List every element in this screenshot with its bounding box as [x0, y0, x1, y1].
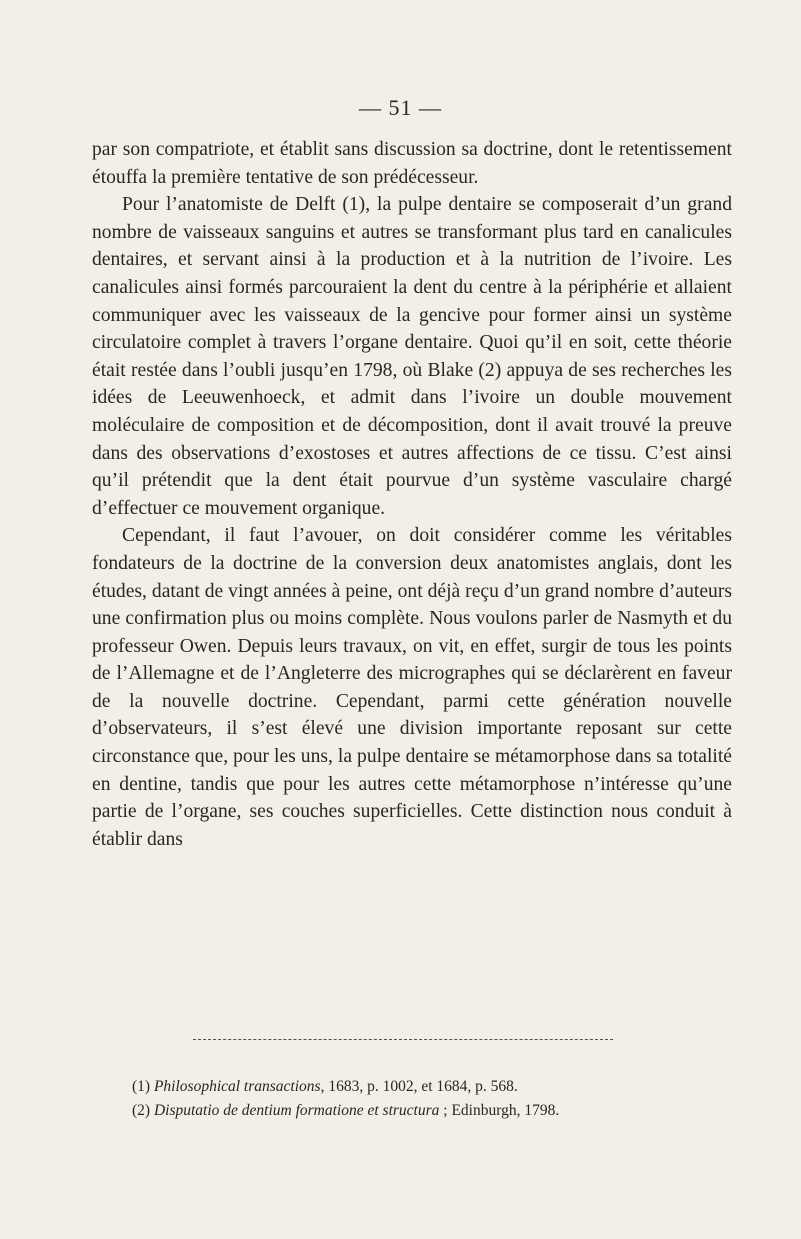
body-text	[92, 136, 732, 853]
footnote-title: Disputatio de dentium formatione et structura	[153, 1102, 440, 1119]
paragraph-continuation: par son compatriote, et établit sans discussion sa doctrine, dont le retentissement étouffa la première tentative de son prédécesseur.	[92, 139, 732, 188]
footnote-reference: , 1683, p. 1002, et 1684, p. 568.	[320, 1078, 518, 1095]
footnote-separator	[193, 1039, 613, 1040]
footnote-marker: (1)	[132, 1078, 151, 1095]
footnote-2	[132, 1099, 752, 1123]
page-number: — 51 —	[359, 95, 442, 120]
paragraph-conversion-doctrine: Cependant, il faut l’avouer, on doit considérer comme les véritables fondateurs de la doctrine de la conversion deux anatomistes anglais, dont les études, datant de vingt années à peine, ont déjà reçu d’un grand nombre d’auteurs une confirmation plus ou moins complète. Nous voulons parler de Nasmyth et du professeur Owen. Depuis leurs travaux, on vit, en effet, surgir de tous les points de l’Allemagne et de l’Angleterre des micrographes qui se déclarèrent en faveur de la nouvelle doctrine. Cependant, parmi cette génération nouvelle d’observateurs, il s’est élevé une division importante reposant sur cette circonstance que, pour les uns, la pulpe dentaire se métamorphose dans sa totalité en dentine, tandis que pour les autres cette métamorphose n’intéresse qu’une partie de l’organe, ses couches superficielles. Cette distinction nous conduit à établir dans	[92, 525, 732, 850]
footnote-1	[132, 1075, 752, 1099]
footnote-reference: ; Edinburgh, 1798.	[439, 1102, 560, 1119]
footnote-marker: (2)	[132, 1102, 151, 1119]
footnote-title: Philosophical transactions	[153, 1078, 321, 1095]
footnotes	[132, 1075, 752, 1123]
paragraph-delft-theory: Pour l’anatomiste de Delft (1), la pulpe dentaire se composerait d’un grand nombre de vaisseaux sanguins et autres se transformant plus tard en canalicules dentaires, et servant ainsi à la production et à la nutrition de l’ivoire. Les canalicules ainsi formés parcouraient la dent du centre à la périphérie et allaient communiquer avec les vaisseaux de la gencive pour former ainsi un système circulatoire complet à travers l’organe dentaire. Quoi qu’il en soit, cette théorie était restée dans l’oubli jusqu’en 1798, où Blake (2) appuya de ses recherches les idées de Leeuwenhoeck, et admit dans l’ivoire un double mouvement moléculaire de composition et de décomposition, dont il avait trouvé la preuve dans des observations d’exostoses et autres affections de ce tissu. C’est ainsi qu’il prétendit que la dent était pourvue d’un système vasculaire chargé d’effectuer ce mouvement organique.	[92, 194, 732, 519]
